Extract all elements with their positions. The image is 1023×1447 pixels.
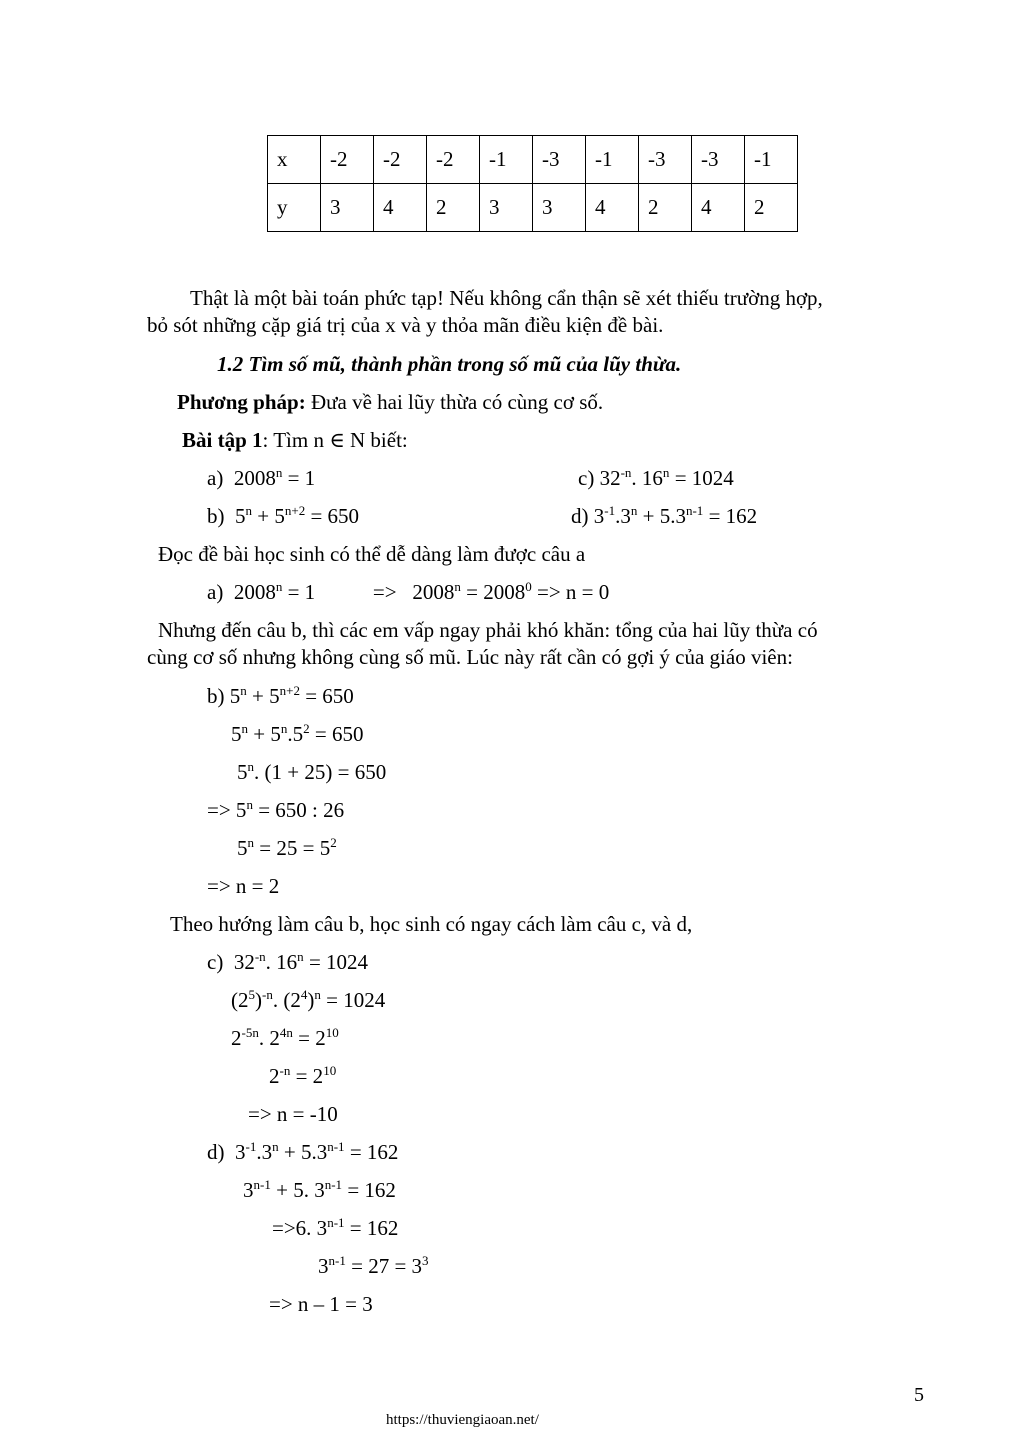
problem-d: d) $3^{-1}.3^n + 5.3^{n-1} = 162$ bbox=[571, 503, 758, 528]
solution-c-step: $2^{-5n}$. $2^{4n} = 2^{10}$ bbox=[231, 1025, 339, 1050]
solution-d-step: =>6. $3^{n-1} = 162$ bbox=[272, 1215, 399, 1240]
xy-values-table bbox=[267, 135, 798, 232]
table-cell: -3 bbox=[639, 136, 692, 184]
paragraph-line: bỏ sót những cặp giá trị của x và y thỏa mãn điều kiện đề bài. bbox=[147, 313, 664, 337]
table-cell: -2 bbox=[321, 136, 374, 184]
exercise-label: Bài tập 1 bbox=[182, 428, 263, 452]
solution-c-step: c) $32^{-n}$. $16^n = 1024$ bbox=[207, 949, 369, 974]
paragraph-line: Nhưng đến câu b, thì các em vấp ngay phải khó khăn: tổng của hai lũy thừa có bbox=[158, 618, 818, 642]
paragraph-line: Theo hướng làm câu b, học sinh có ngay cách làm câu c, và d, bbox=[170, 912, 693, 936]
table-row bbox=[268, 136, 798, 184]
table-cell: 4 bbox=[586, 184, 639, 232]
table-cell: 3 bbox=[480, 184, 533, 232]
section-heading: 1.2 Tìm số mũ, thành phần trong số mũ của lũy thừa. bbox=[217, 352, 682, 376]
solution-d-step: $3^{n-1} = 27 = 3^3$ bbox=[318, 1253, 429, 1278]
table-row-label: x bbox=[268, 136, 321, 184]
table-cell: -2 bbox=[427, 136, 480, 184]
footer-url[interactable]: https://thuviengiaoan.net/ bbox=[386, 1412, 539, 1428]
method-label: Phương pháp: bbox=[177, 390, 306, 414]
solution-b-step: => $5^n = 650$ : 26 bbox=[207, 797, 345, 822]
solution-c-step: $2^{-n} = 2^{10}$ bbox=[269, 1063, 337, 1088]
table-cell: 3 bbox=[533, 184, 586, 232]
solution-c-step: => n = -10 bbox=[248, 1102, 338, 1126]
solution-d-step: => n – 1 = 3 bbox=[269, 1292, 373, 1316]
solution-b-step: 5$^n$. (1 + 25) = 650 bbox=[237, 759, 387, 784]
method-text: Đưa về hai lũy thừa có cùng cơ số. bbox=[305, 390, 604, 414]
table-cell: 2 bbox=[745, 184, 798, 232]
problem-a: a) $2008^n = 1$ bbox=[207, 465, 316, 490]
solution-b-step: => n = 2 bbox=[207, 874, 280, 898]
solution-c-step: $(2^5)^{-n}$. $(2^4)^n = 1024$ bbox=[231, 987, 386, 1012]
page-number: 5 bbox=[914, 1384, 924, 1406]
solution-d-step: $3^{n-1} + 5$. $3^{n-1} = 162$ bbox=[243, 1177, 396, 1202]
table-cell: -2 bbox=[374, 136, 427, 184]
table-row-label: y bbox=[268, 184, 321, 232]
table-cell: 4 bbox=[374, 184, 427, 232]
table-cell: 2 bbox=[427, 184, 480, 232]
table-cell: -1 bbox=[586, 136, 639, 184]
table-row bbox=[268, 184, 798, 232]
table-cell: 2 bbox=[639, 184, 692, 232]
problem-c: c) $32^{-n}$. $16^n = 1024$ bbox=[578, 465, 734, 490]
solution-b-step: b) $5^n + 5^{n+2} = 650$ bbox=[207, 683, 354, 708]
table-cell: 4 bbox=[692, 184, 745, 232]
table-cell: -1 bbox=[745, 136, 798, 184]
exercise-line bbox=[182, 428, 408, 453]
paragraph-line: cùng cơ số nhưng không cùng số mũ. Lúc này rất cần có gợi ý của giáo viên: bbox=[147, 645, 793, 669]
solution-a: a) $2008^n = 1$ => $2008^n = 2008^0 => n = 0$ bbox=[207, 579, 610, 604]
solution-b-step: $5^n + 5^n.5^2 = 650$ bbox=[231, 721, 364, 746]
solution-b-step: $5^n = 25 = 5^2$ bbox=[237, 835, 337, 860]
problem-b: b) $5^n + 5^{n+2} = 650$ bbox=[207, 503, 360, 528]
table-cell: 3 bbox=[321, 184, 374, 232]
solution-d-step: d) $3^{-1}.3^n + 5.3^{n-1} = 162$ bbox=[207, 1139, 399, 1164]
paragraph-line: Thật là một bài toán phức tạp! Nếu không cẩn thận sẽ xét thiếu trường hợp, bbox=[190, 286, 823, 310]
exercise-text: : Tìm n ∈ N biết: bbox=[262, 428, 408, 452]
table-cell: -3 bbox=[533, 136, 586, 184]
paragraph-line: Đọc đề bài học sinh có thể dễ dàng làm được câu a bbox=[158, 542, 586, 566]
method-line bbox=[177, 390, 603, 415]
table-cell: -1 bbox=[480, 136, 533, 184]
table-cell: -3 bbox=[692, 136, 745, 184]
